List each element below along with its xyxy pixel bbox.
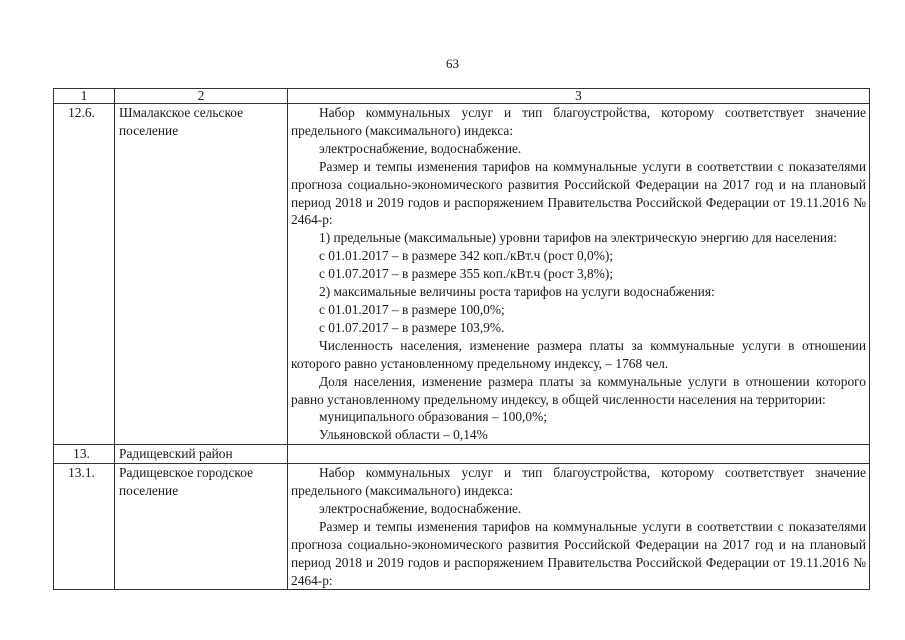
municipality-name: Шмалакское сельское поселение (115, 104, 288, 445)
description-line: Набор коммунальных услуг и тип благоустройства, которому соответствует значение предельного (максимального) индекса: (291, 465, 866, 499)
tariff-table (53, 88, 870, 590)
header-col-2: 2 (115, 89, 288, 104)
table-row (54, 104, 870, 445)
description-line: Ульяновской области – 0,14% (319, 427, 488, 443)
description-line: Набор коммунальных услуг и тип благоустройства, которому соответствует значение предельного (максимального) индекса: (291, 105, 866, 138)
row-number: 13.1. (54, 464, 115, 590)
municipality-name: Радищевский район (115, 445, 288, 464)
description-line: с 01.07.2017 – в размере 103,9%. (319, 319, 505, 335)
description-cell (288, 104, 870, 445)
municipality-name: Радищевское городское поселение (115, 464, 288, 590)
description-line: электроснабжение, водоснабжение. (319, 500, 522, 516)
description-cell (288, 464, 870, 590)
header-col-3: 3 (288, 89, 870, 104)
description-line: Численность населения, изменение размера платы за коммунальные услуги в отношении которого равно установленному предельному индексу, – 1768 чел. (291, 337, 866, 371)
table-body (54, 104, 870, 590)
row-number: 13. (54, 445, 115, 464)
description-line: Доля населения, изменение размера платы за коммунальные услуги в отношении которого равно установленному предельному индексу, в общей численности населения на территории: (291, 373, 866, 407)
description-line: с 01.01.2017 – в размере 100,0%; (319, 301, 505, 317)
description-line: Размер и темпы изменения тарифов на коммунальные услуги в соответствии с показателями прогноза социально-экономического развития Российской Федерации на 2017 год и на плановый период 2018 и 2019 годов и распоряжением Правительства Российской Федерации от 19.11.2016 № 2464-р: (291, 158, 866, 228)
description-line: с 01.07.2017 – в размере 355 коп./кВт.ч (рост 3,8%); (319, 266, 614, 282)
description-line: с 01.01.2017 – в размере 342 коп./кВт.ч (рост 0,0%); (319, 248, 614, 264)
header-col-1: 1 (54, 89, 115, 104)
description-line: электроснабжение, водоснабжение. (319, 140, 522, 156)
page-number: 63 (446, 56, 459, 71)
table-header-row (54, 89, 870, 104)
table-row (54, 464, 870, 590)
description-cell (288, 445, 870, 464)
description-line: муниципального образования – 100,0%; (319, 409, 547, 425)
description-line: 2) максимальные величины роста тарифов на услуги водоснабжения: (319, 284, 715, 300)
row-number: 12.6. (54, 104, 115, 445)
description-line: 1) предельные (максимальные) уровни тарифов на электрическую энергию для населения: (319, 230, 837, 246)
table-row (54, 445, 870, 464)
description-line: Размер и темпы изменения тарифов на коммунальные услуги в соответствии с показателями прогноза социально-экономического развития Российской Федерации на 2017 год и на плановый период 2018 и 2019 годов и распоряжением Правительства Российской Федерации от 19.11.2016 № 2464-р: (291, 518, 866, 588)
